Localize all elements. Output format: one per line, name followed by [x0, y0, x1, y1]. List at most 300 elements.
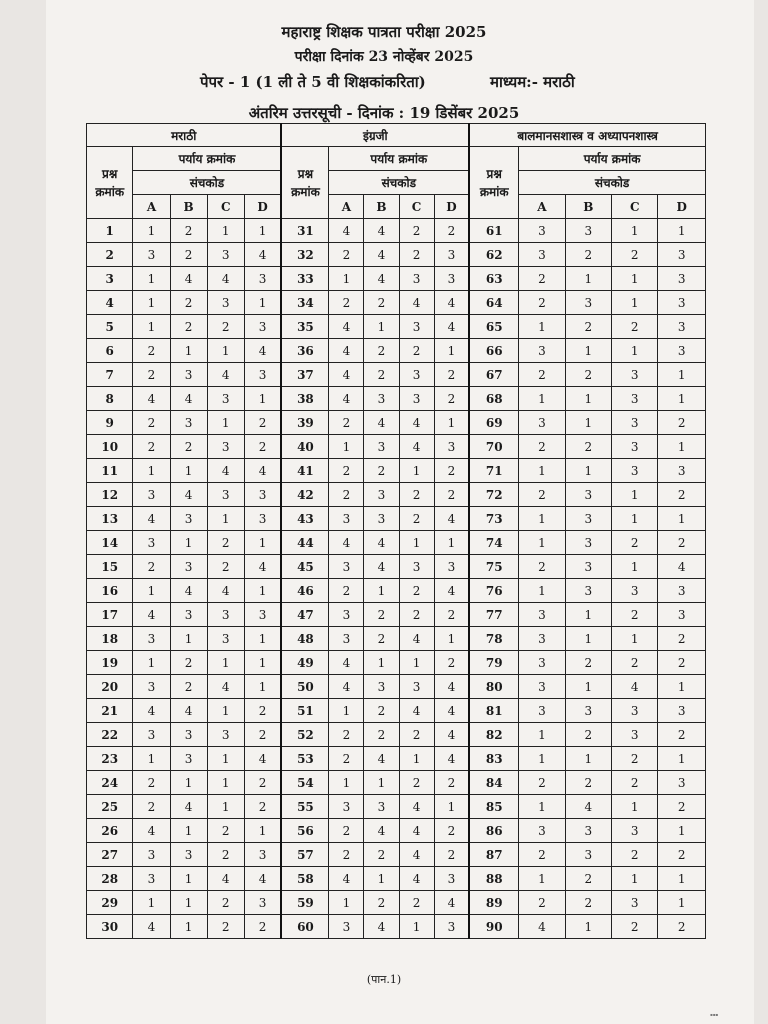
- answer-cell-b: 1: [565, 627, 611, 651]
- answer-cell-a: 2: [329, 411, 364, 435]
- section-english: इंग्रजी: [281, 124, 469, 147]
- answer-cell-d: 4: [434, 723, 469, 747]
- question-number: 75: [469, 555, 519, 579]
- answer-cell-a: 3: [133, 627, 170, 651]
- table-row: [87, 603, 706, 627]
- answer-cell-d: 2: [244, 411, 281, 435]
- answer-cell-d: 4: [244, 747, 281, 771]
- question-number: 57: [281, 843, 328, 867]
- answer-cell-a: 2: [133, 795, 170, 819]
- answer-cell-a: 2: [519, 555, 565, 579]
- question-number: 20: [87, 675, 133, 699]
- answer-cell-a: 2: [519, 483, 565, 507]
- table-row: [87, 291, 706, 315]
- answer-cell-c: 3: [207, 627, 244, 651]
- answer-cell-b: 4: [170, 795, 207, 819]
- answer-cell-a: 1: [133, 747, 170, 771]
- answer-cell-d: 4: [434, 291, 469, 315]
- answer-cell-b: 2: [170, 651, 207, 675]
- answer-cell-d: 3: [658, 339, 706, 363]
- answer-cell-c: 2: [207, 315, 244, 339]
- answer-cell-b: 4: [364, 267, 399, 291]
- answer-cell-c: 1: [399, 747, 434, 771]
- answer-cell-c: 2: [399, 507, 434, 531]
- answer-cell-d: 1: [244, 627, 281, 651]
- question-number: 63: [469, 267, 519, 291]
- answer-cell-c: 4: [399, 291, 434, 315]
- answer-cell-a: 3: [519, 699, 565, 723]
- answer-cell-d: 1: [434, 531, 469, 555]
- answer-cell-a: 2: [133, 435, 170, 459]
- answer-cell-a: 3: [133, 843, 170, 867]
- answer-cell-a: 3: [133, 483, 170, 507]
- answer-cell-c: 1: [207, 651, 244, 675]
- question-number: 39: [281, 411, 328, 435]
- question-number: 44: [281, 531, 328, 555]
- answer-cell-c: 3: [207, 387, 244, 411]
- answer-cell-b: 3: [170, 555, 207, 579]
- answer-cell-b: 2: [364, 339, 399, 363]
- question-number: 65: [469, 315, 519, 339]
- answer-cell-c: 2: [399, 603, 434, 627]
- table-row: [87, 675, 706, 699]
- question-number: 50: [281, 675, 328, 699]
- question-number: 88: [469, 867, 519, 891]
- answer-cell-c: 4: [399, 435, 434, 459]
- answer-cell-c: 4: [399, 411, 434, 435]
- answer-cell-d: 4: [434, 579, 469, 603]
- answer-cell-b: 2: [364, 891, 399, 915]
- answer-cell-a: 2: [133, 555, 170, 579]
- answer-cell-a: 1: [519, 747, 565, 771]
- set-header-a: A: [329, 195, 364, 219]
- table-row: [87, 339, 706, 363]
- answer-cell-b: 4: [565, 795, 611, 819]
- question-number: 46: [281, 579, 328, 603]
- answer-cell-d: 3: [244, 603, 281, 627]
- answer-cell-c: 2: [399, 771, 434, 795]
- table-row: [87, 267, 706, 291]
- answer-cell-d: 3: [244, 267, 281, 291]
- answer-cell-d: 3: [658, 699, 706, 723]
- set-header-d: D: [658, 195, 706, 219]
- question-header: प्रश्न क्रमांक: [87, 147, 133, 219]
- answer-cell-d: 1: [658, 387, 706, 411]
- answer-cell-b: 3: [565, 819, 611, 843]
- answer-cell-d: 1: [658, 747, 706, 771]
- answer-key-table: [86, 123, 706, 939]
- answer-cell-d: 3: [434, 435, 469, 459]
- answer-cell-d: 2: [658, 627, 706, 651]
- code-header: संचकोड: [519, 171, 706, 195]
- answer-cell-c: 1: [399, 531, 434, 555]
- answer-cell-c: 1: [399, 915, 434, 939]
- answer-cell-c: 1: [207, 507, 244, 531]
- question-number: 37: [281, 363, 328, 387]
- code-header: संचकोड: [329, 171, 469, 195]
- question-number: 6: [87, 339, 133, 363]
- set-header-b: B: [170, 195, 207, 219]
- answer-cell-a: 4: [133, 507, 170, 531]
- answer-cell-d: 1: [244, 387, 281, 411]
- question-number: 76: [469, 579, 519, 603]
- answer-cell-d: 3: [658, 603, 706, 627]
- question-number: 78: [469, 627, 519, 651]
- answer-cell-a: 1: [133, 579, 170, 603]
- question-number: 2: [87, 243, 133, 267]
- answer-cell-b: 3: [565, 507, 611, 531]
- question-number: 10: [87, 435, 133, 459]
- question-number: 5: [87, 315, 133, 339]
- question-number: 41: [281, 459, 328, 483]
- answer-cell-b: 4: [170, 267, 207, 291]
- answer-cell-c: 4: [207, 675, 244, 699]
- answer-cell-d: 1: [434, 411, 469, 435]
- answer-cell-a: 4: [329, 675, 364, 699]
- question-number: 85: [469, 795, 519, 819]
- answer-cell-b: 3: [170, 747, 207, 771]
- answer-cell-d: 4: [434, 699, 469, 723]
- answer-cell-a: 4: [329, 339, 364, 363]
- answer-cell-d: 2: [244, 699, 281, 723]
- question-number: 70: [469, 435, 519, 459]
- answer-cell-a: 3: [519, 219, 565, 243]
- answer-cell-a: 3: [519, 675, 565, 699]
- answer-cell-b: 2: [364, 843, 399, 867]
- answer-cell-d: 1: [244, 651, 281, 675]
- question-header: प्रश्न क्रमांक: [281, 147, 328, 219]
- answer-cell-d: 1: [658, 363, 706, 387]
- question-number: 59: [281, 891, 328, 915]
- answer-cell-b: 1: [170, 627, 207, 651]
- answer-cell-a: 1: [329, 771, 364, 795]
- answer-cell-b: 3: [565, 483, 611, 507]
- answer-cell-b: 1: [565, 675, 611, 699]
- answer-cell-d: 3: [658, 771, 706, 795]
- answer-cell-d: 1: [658, 435, 706, 459]
- question-number: 68: [469, 387, 519, 411]
- answer-cell-d: 1: [244, 291, 281, 315]
- answer-cell-c: 3: [399, 555, 434, 579]
- table-row: [87, 915, 706, 939]
- answer-cell-a: 4: [133, 603, 170, 627]
- table-row: [87, 315, 706, 339]
- question-number: 58: [281, 867, 328, 891]
- answer-cell-c: 3: [612, 699, 658, 723]
- answer-cell-c: 4: [207, 267, 244, 291]
- answer-cell-a: 2: [133, 771, 170, 795]
- answer-cell-d: 4: [244, 459, 281, 483]
- answer-cell-c: 2: [207, 843, 244, 867]
- set-header-c: C: [399, 195, 434, 219]
- answer-cell-b: 1: [364, 315, 399, 339]
- answer-cell-a: 3: [133, 723, 170, 747]
- question-number: 35: [281, 315, 328, 339]
- table-row: [87, 843, 706, 867]
- question-number: 67: [469, 363, 519, 387]
- table-row: [87, 795, 706, 819]
- answer-cell-b: 4: [170, 483, 207, 507]
- answer-cell-d: 3: [434, 267, 469, 291]
- question-number: 19: [87, 651, 133, 675]
- answer-cell-d: 3: [658, 579, 706, 603]
- answer-cell-b: 1: [170, 771, 207, 795]
- answer-cell-b: 1: [170, 915, 207, 939]
- answer-cell-c: 3: [399, 675, 434, 699]
- table-row: [87, 747, 706, 771]
- answer-cell-d: 2: [434, 651, 469, 675]
- answer-cell-b: 2: [565, 243, 611, 267]
- answer-cell-d: 2: [658, 723, 706, 747]
- answer-cell-a: 2: [133, 339, 170, 363]
- answer-cell-b: 1: [364, 651, 399, 675]
- answer-cell-c: 2: [612, 915, 658, 939]
- answer-cell-b: 1: [170, 891, 207, 915]
- answer-cell-a: 1: [519, 867, 565, 891]
- question-number: 4: [87, 291, 133, 315]
- answer-cell-c: 2: [207, 915, 244, 939]
- answer-cell-c: 4: [399, 699, 434, 723]
- answer-cell-d: 4: [434, 315, 469, 339]
- answer-cell-b: 2: [364, 603, 399, 627]
- answer-cell-d: 3: [244, 483, 281, 507]
- answer-cell-d: 1: [434, 339, 469, 363]
- question-number: 60: [281, 915, 328, 939]
- answer-cell-b: 1: [170, 867, 207, 891]
- question-number: 31: [281, 219, 328, 243]
- table-row: [87, 459, 706, 483]
- answer-cell-d: 4: [244, 339, 281, 363]
- answer-cell-d: 2: [244, 795, 281, 819]
- answer-cell-c: 1: [207, 699, 244, 723]
- answer-cell-b: 4: [364, 531, 399, 555]
- question-number: 18: [87, 627, 133, 651]
- answer-cell-d: 3: [434, 555, 469, 579]
- answer-cell-a: 3: [329, 507, 364, 531]
- answer-cell-b: 2: [364, 699, 399, 723]
- answer-cell-a: 1: [329, 435, 364, 459]
- table-row: [87, 867, 706, 891]
- question-number: 83: [469, 747, 519, 771]
- answer-cell-a: 2: [519, 435, 565, 459]
- answer-cell-c: 2: [612, 747, 658, 771]
- answer-cell-a: 3: [329, 795, 364, 819]
- answer-cell-d: 1: [244, 675, 281, 699]
- question-number: 53: [281, 747, 328, 771]
- answer-cell-d: 2: [244, 915, 281, 939]
- answer-cell-b: 1: [170, 819, 207, 843]
- answer-cell-d: 2: [658, 651, 706, 675]
- answer-cell-c: 1: [612, 483, 658, 507]
- answer-cell-c: 3: [612, 579, 658, 603]
- table-row: [87, 243, 706, 267]
- option-header: पर्याय क्रमांक: [519, 147, 706, 171]
- answer-cell-a: 1: [519, 459, 565, 483]
- question-number: 81: [469, 699, 519, 723]
- question-number: 38: [281, 387, 328, 411]
- answer-cell-d: 1: [434, 627, 469, 651]
- answer-cell-a: 1: [133, 891, 170, 915]
- answer-cell-a: 3: [329, 627, 364, 651]
- answer-cell-d: 2: [658, 531, 706, 555]
- answer-cell-c: 3: [612, 819, 658, 843]
- answer-cell-a: 4: [133, 699, 170, 723]
- set-header-a: A: [519, 195, 565, 219]
- answer-cell-c: 1: [612, 627, 658, 651]
- set-header-d: D: [434, 195, 469, 219]
- answer-cell-a: 4: [329, 363, 364, 387]
- answer-cell-a: 4: [329, 315, 364, 339]
- answer-cell-b: 4: [364, 243, 399, 267]
- answer-cell-d: 1: [244, 531, 281, 555]
- question-number: 71: [469, 459, 519, 483]
- table-row: [87, 723, 706, 747]
- answer-cell-b: 2: [364, 723, 399, 747]
- answer-cell-b: 4: [364, 555, 399, 579]
- answer-cell-a: 3: [519, 627, 565, 651]
- answer-cell-b: 1: [565, 747, 611, 771]
- table-row: [87, 411, 706, 435]
- answer-cell-c: 4: [612, 675, 658, 699]
- answer-cell-d: 2: [658, 411, 706, 435]
- set-header-b: B: [364, 195, 399, 219]
- answer-cell-a: 3: [133, 531, 170, 555]
- question-number: 25: [87, 795, 133, 819]
- answer-cell-c: 2: [399, 483, 434, 507]
- answer-cell-b: 3: [170, 843, 207, 867]
- question-number: 72: [469, 483, 519, 507]
- answer-cell-d: 4: [244, 555, 281, 579]
- exam-date: परीक्षा दिनांक 23 नोव्हेंबर 2025: [294, 49, 474, 65]
- answer-cell-b: 4: [364, 219, 399, 243]
- table-row: [87, 771, 706, 795]
- answer-cell-d: 3: [434, 243, 469, 267]
- answer-cell-a: 3: [519, 819, 565, 843]
- answer-cell-b: 3: [364, 387, 399, 411]
- answer-cell-c: 2: [612, 531, 658, 555]
- answer-cell-c: 3: [399, 267, 434, 291]
- answer-cell-d: 3: [658, 243, 706, 267]
- table-row: [87, 219, 706, 243]
- question-number: 52: [281, 723, 328, 747]
- answer-cell-d: 2: [434, 819, 469, 843]
- answer-cell-a: 1: [519, 315, 565, 339]
- answer-cell-d: 1: [658, 819, 706, 843]
- answer-cell-d: 1: [244, 219, 281, 243]
- answer-cell-d: 3: [244, 843, 281, 867]
- answer-cell-c: 1: [612, 219, 658, 243]
- question-number: 54: [281, 771, 328, 795]
- answer-cell-c: 3: [399, 363, 434, 387]
- answer-cell-c: 4: [399, 627, 434, 651]
- answer-cell-c: 3: [399, 387, 434, 411]
- scanner-watermark: ▪▪▪: [710, 1012, 719, 1017]
- answer-cell-b: 1: [364, 579, 399, 603]
- answer-cell-b: 3: [170, 363, 207, 387]
- answer-cell-d: 2: [434, 387, 469, 411]
- answer-cell-c: 3: [207, 723, 244, 747]
- answer-cell-a: 2: [519, 843, 565, 867]
- answer-cell-a: 1: [329, 891, 364, 915]
- table-row: [87, 531, 706, 555]
- section-marathi: मराठी: [87, 124, 282, 147]
- question-number: 34: [281, 291, 328, 315]
- question-number: 56: [281, 819, 328, 843]
- answer-cell-b: 4: [364, 819, 399, 843]
- question-number: 74: [469, 531, 519, 555]
- answer-cell-a: 1: [519, 795, 565, 819]
- page-number: (पान.1): [366, 973, 402, 986]
- table-row: [87, 507, 706, 531]
- table-row: [87, 555, 706, 579]
- answer-cell-a: 4: [133, 387, 170, 411]
- answer-cell-d: 3: [244, 315, 281, 339]
- answer-cell-a: 1: [329, 267, 364, 291]
- answer-cell-a: 3: [519, 651, 565, 675]
- question-number: 86: [469, 819, 519, 843]
- answer-cell-b: 2: [364, 459, 399, 483]
- answer-cell-d: 4: [434, 891, 469, 915]
- question-number: 73: [469, 507, 519, 531]
- answer-cell-b: 2: [364, 291, 399, 315]
- answer-cell-a: 2: [519, 771, 565, 795]
- answer-cell-a: 1: [133, 651, 170, 675]
- answer-cell-b: 1: [565, 339, 611, 363]
- medium-label: माध्यम:- मराठी: [490, 73, 575, 91]
- answer-cell-a: 4: [133, 819, 170, 843]
- answer-cell-c: 3: [612, 363, 658, 387]
- answer-cell-d: 1: [658, 507, 706, 531]
- answer-cell-b: 2: [170, 219, 207, 243]
- answer-cell-a: 3: [519, 339, 565, 363]
- answer-cell-d: 2: [658, 483, 706, 507]
- answer-cell-a: 4: [329, 219, 364, 243]
- answer-cell-b: 4: [364, 747, 399, 771]
- answer-cell-a: 1: [519, 387, 565, 411]
- table-row: [87, 699, 706, 723]
- answer-cell-d: 3: [244, 363, 281, 387]
- answer-cell-a: 1: [133, 459, 170, 483]
- answer-cell-d: 1: [658, 675, 706, 699]
- question-number: 17: [87, 603, 133, 627]
- option-header: पर्याय क्रमांक: [329, 147, 469, 171]
- answer-cell-a: 1: [519, 531, 565, 555]
- answer-cell-d: 3: [434, 867, 469, 891]
- answer-cell-b: 4: [170, 579, 207, 603]
- answer-cell-a: 1: [519, 579, 565, 603]
- answer-cell-c: 4: [399, 819, 434, 843]
- answer-cell-c: 3: [207, 483, 244, 507]
- question-number: 3: [87, 267, 133, 291]
- answer-cell-b: 1: [170, 459, 207, 483]
- answer-cell-b: 3: [565, 699, 611, 723]
- question-header: प्रश्न क्रमांक: [469, 147, 519, 219]
- answer-cell-b: 2: [565, 891, 611, 915]
- answer-cell-b: 1: [565, 411, 611, 435]
- question-number: 55: [281, 795, 328, 819]
- answer-cell-b: 4: [170, 387, 207, 411]
- answer-cell-c: 4: [399, 867, 434, 891]
- answer-cell-a: 2: [519, 267, 565, 291]
- answer-cell-a: 2: [133, 363, 170, 387]
- question-number: 32: [281, 243, 328, 267]
- answer-cell-c: 3: [207, 435, 244, 459]
- answer-cell-b: 2: [170, 243, 207, 267]
- answer-cell-c: 4: [207, 363, 244, 387]
- answer-cell-d: 2: [434, 459, 469, 483]
- question-number: 45: [281, 555, 328, 579]
- answer-cell-c: 2: [612, 603, 658, 627]
